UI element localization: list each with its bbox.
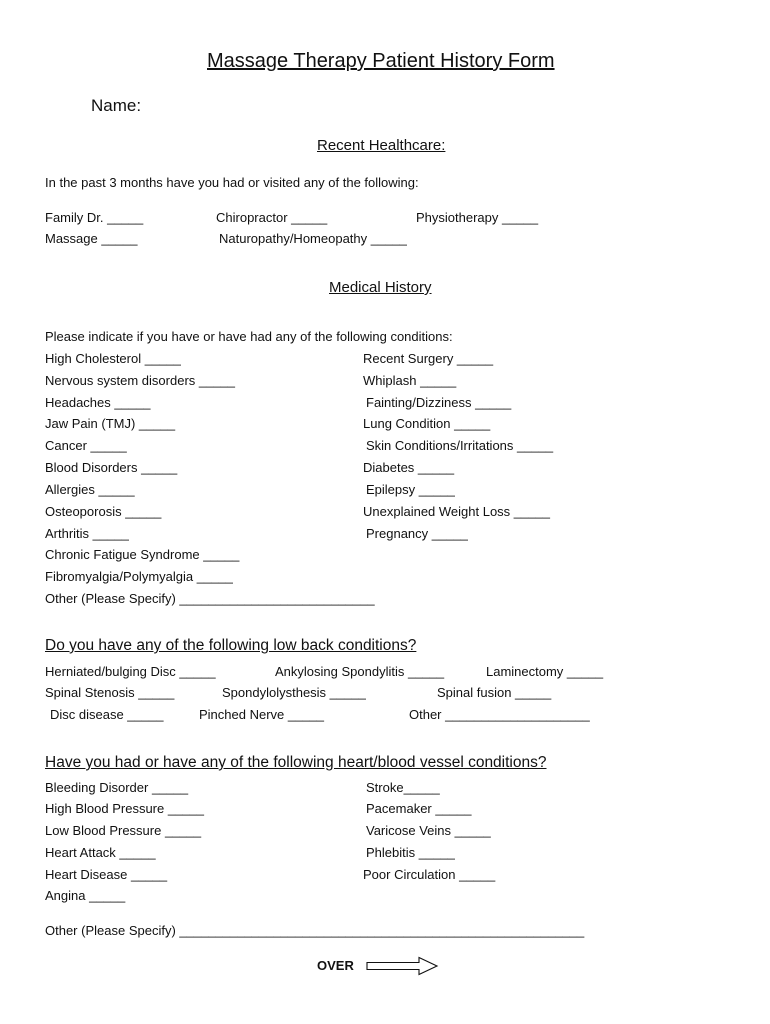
low-back-other: Other ____________________	[409, 707, 590, 722]
condition-item: Osteoporosis _____	[45, 504, 162, 519]
low-back-item: Ankylosing Spondylitis _____	[275, 664, 445, 679]
heart-item: Phlebitis _____	[366, 845, 455, 860]
heart-item: Pacemaker _____	[366, 801, 472, 816]
heart-item: High Blood Pressure _____	[45, 801, 204, 816]
condition-other-specify: Other (Please Specify) ___________________________	[45, 591, 375, 606]
low-back-item: Herniated/bulging Disc _____	[45, 664, 216, 679]
heart-question: Have you had or have any of the following heart/blood vessel conditions?	[45, 754, 547, 771]
low-back-item: Disc disease _____	[50, 707, 164, 722]
low-back-item: Laminectomy _____	[486, 664, 604, 679]
condition-item: Arthritis _____	[45, 526, 129, 541]
condition-item: Epilepsy _____	[366, 482, 455, 497]
heart-item: Heart Attack _____	[45, 845, 156, 860]
healthcare-item: Chiropractor _____	[216, 210, 328, 225]
low-back-item: Spinal fusion _____	[437, 685, 552, 700]
low-back-item: Pinched Nerve _____	[199, 707, 325, 722]
condition-item: Skin Conditions/Irritations _____	[366, 438, 554, 453]
heart-item: Heart Disease _____	[45, 867, 168, 882]
heart-item: Stroke_____	[366, 780, 440, 795]
condition-item: Allergies _____	[45, 482, 135, 497]
recent-healthcare-intro: In the past 3 months have you had or visited any of the following:	[45, 175, 419, 190]
condition-item: Blood Disorders _____	[45, 460, 178, 475]
condition-item: Recent Surgery _____	[363, 351, 494, 366]
condition-item: Fainting/Dizziness _____	[366, 395, 512, 410]
healthcare-item: Massage _____	[45, 231, 138, 246]
over-label: OVER	[317, 958, 354, 973]
recent-healthcare-heading: Recent Healthcare:	[317, 137, 446, 154]
right-arrow-icon	[366, 956, 440, 976]
page-title: Massage Therapy Patient History Form	[207, 50, 555, 72]
healthcare-item: Physiotherapy _____	[416, 210, 539, 225]
heart-item: Varicose Veins _____	[366, 823, 491, 838]
condition-item: Lung Condition _____	[363, 416, 491, 431]
condition-item: Nervous system disorders _____	[45, 373, 236, 388]
condition-item: High Cholesterol _____	[45, 351, 181, 366]
healthcare-item: Family Dr. _____	[45, 210, 144, 225]
heart-item: Poor Circulation _____	[363, 867, 496, 882]
condition-item: Cancer _____	[45, 438, 127, 453]
healthcare-item: Naturopathy/Homeopathy _____	[219, 231, 407, 246]
condition-item: Unexplained Weight Loss _____	[363, 504, 550, 519]
medical-history-heading: Medical History	[329, 279, 432, 296]
condition-item: Whiplash _____	[363, 373, 457, 388]
medical-history-intro: Please indicate if you have or have had any of the following conditions:	[45, 329, 453, 344]
condition-item: Jaw Pain (TMJ) _____	[45, 416, 176, 431]
heart-item: Angina _____	[45, 888, 126, 903]
name-label: Name:	[91, 96, 142, 115]
heart-item: Low Blood Pressure _____	[45, 823, 202, 838]
low-back-question: Do you have any of the following low back conditions?	[45, 637, 417, 654]
condition-item: Fibromyalgia/Polymyalgia _____	[45, 569, 233, 584]
heart-item: Bleeding Disorder _____	[45, 780, 189, 795]
low-back-item: Spondylolysthesis _____	[222, 685, 366, 700]
condition-item: Headaches _____	[45, 395, 151, 410]
low-back-item: Spinal Stenosis _____	[45, 685, 175, 700]
condition-item: Diabetes _____	[363, 460, 455, 475]
condition-item: Chronic Fatigue Syndrome _____	[45, 547, 240, 562]
heart-other-specify: Other (Please Specify) ________________________________________________________	[45, 923, 585, 938]
condition-item: Pregnancy _____	[366, 526, 468, 541]
